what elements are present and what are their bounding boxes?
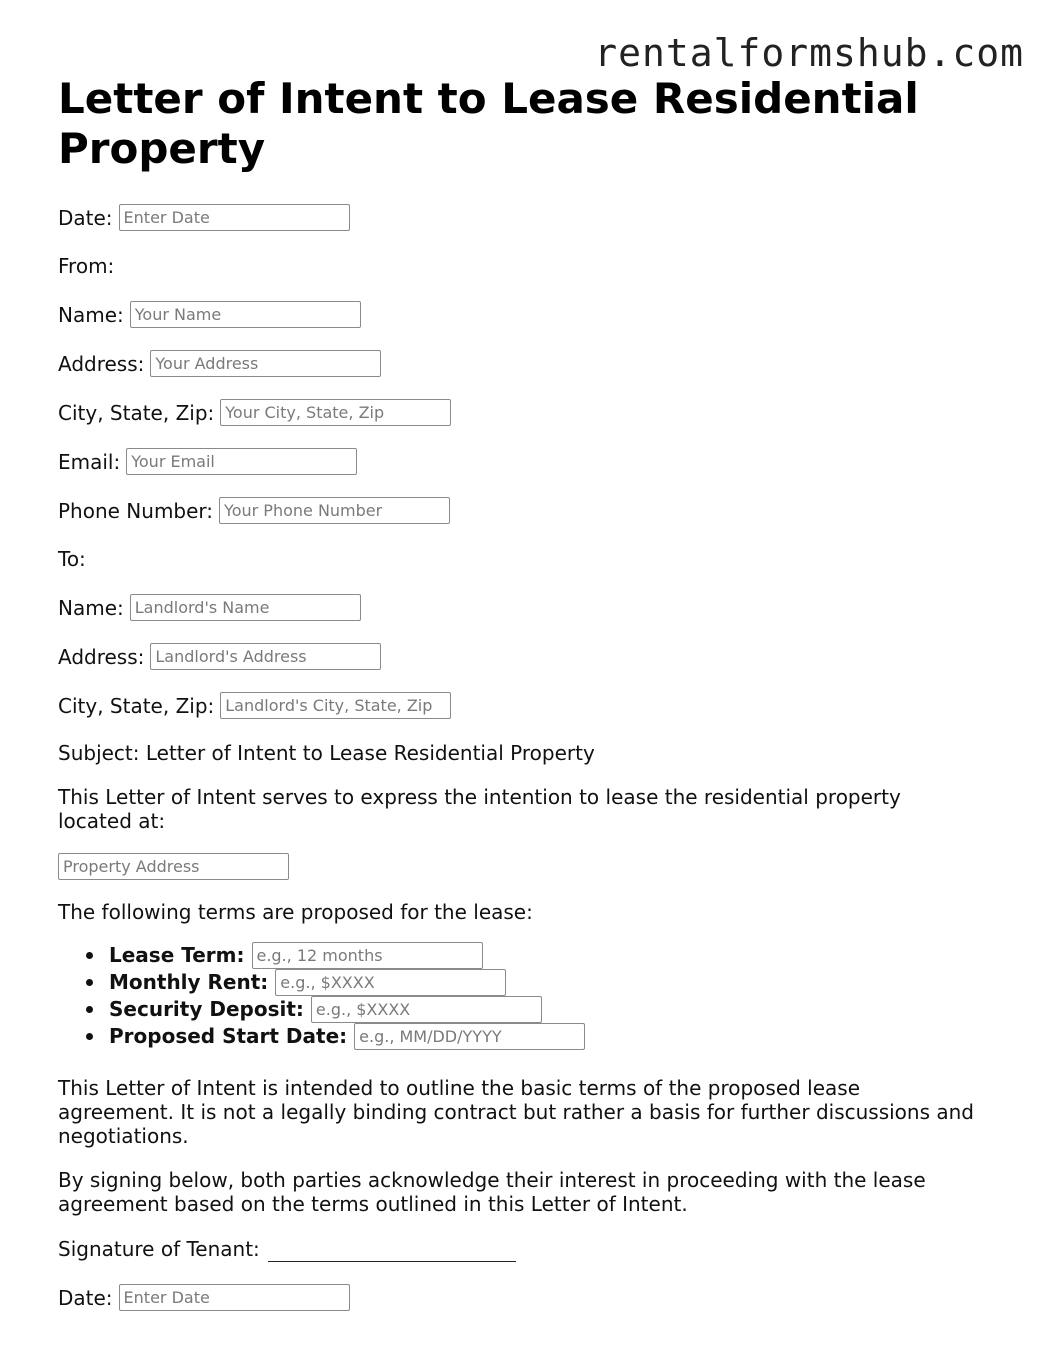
from-address-label: Address:: [58, 351, 145, 376]
sign-date-input[interactable]: [119, 1284, 350, 1311]
page-title: Letter of Intent to Lease Residential Property: [58, 74, 919, 173]
subject-line: Subject: Letter of Intent to Lease Residential Property: [58, 741, 595, 765]
disclaimer-paragraph: This Letter of Intent is intended to outline the basic terms of the proposed lease agreement. It is not a legally binding contract but rather a basis for further discussions and negotiations.: [58, 1076, 974, 1148]
term-security-deposit: [86, 996, 978, 1023]
property-address-input[interactable]: [58, 853, 289, 880]
from-city-label: City, State, Zip:: [58, 400, 215, 425]
from-phone-row: [58, 497, 978, 524]
bullet-icon: [86, 1006, 93, 1013]
security-deposit-input[interactable]: [311, 996, 542, 1023]
to-city-label: City, State, Zip:: [58, 693, 215, 718]
property-row: [58, 853, 978, 880]
term-lease-term: [86, 942, 978, 969]
date-label: Date:: [58, 205, 113, 230]
start-date-input[interactable]: [354, 1023, 585, 1050]
from-name-label: Name:: [58, 302, 124, 327]
site-watermark: rentalformshub.com: [594, 31, 1024, 75]
from-email-input[interactable]: [126, 448, 357, 475]
term-label: Lease Term:: [109, 943, 245, 967]
to-address-row: [58, 643, 978, 670]
from-phone-input[interactable]: [219, 497, 450, 524]
from-address-input[interactable]: [150, 350, 381, 377]
to-city-input[interactable]: [220, 692, 451, 719]
signature-row: [58, 1236, 978, 1262]
date-input[interactable]: [119, 204, 350, 231]
term-monthly-rent: [86, 969, 978, 996]
to-heading: To:: [58, 547, 86, 571]
from-email-label: Email:: [58, 449, 121, 474]
bullet-icon: [86, 979, 93, 986]
date-row: [58, 204, 978, 231]
signature-line[interactable]: [268, 1241, 516, 1262]
term-label: Security Deposit:: [109, 997, 304, 1021]
from-phone-label: Phone Number:: [58, 498, 214, 523]
monthly-rent-input[interactable]: [275, 969, 506, 996]
from-email-row: [58, 448, 978, 475]
to-name-label: Name:: [58, 595, 124, 620]
to-name-row: [58, 594, 978, 621]
to-name-input[interactable]: [130, 594, 361, 621]
bullet-icon: [86, 952, 93, 959]
sign-date-row: [58, 1284, 978, 1311]
terms-list: [58, 942, 978, 1050]
terms-intro: The following terms are proposed for the lease:: [58, 900, 533, 924]
intro-paragraph: This Letter of Intent serves to express the intention to lease the residential property located at:: [58, 785, 901, 833]
from-heading: From:: [58, 254, 115, 278]
from-name-input[interactable]: [130, 301, 361, 328]
acknowledgement-paragraph: By signing below, both parties acknowledge their interest in proceeding with the lease agreement based on the terms outlined in this Letter of Intent.: [58, 1168, 926, 1216]
term-label: Monthly Rent:: [109, 970, 269, 994]
term-start-date: [86, 1023, 978, 1050]
signature-label: Signature of Tenant:: [58, 1237, 260, 1261]
term-label: Proposed Start Date:: [109, 1024, 348, 1048]
to-city-row: [58, 692, 978, 719]
to-address-label: Address:: [58, 644, 145, 669]
bullet-icon: [86, 1033, 93, 1040]
from-name-row: [58, 301, 978, 328]
lease-term-input[interactable]: [252, 942, 483, 969]
from-address-row: [58, 350, 978, 377]
from-city-input[interactable]: [220, 399, 451, 426]
to-address-input[interactable]: [150, 643, 381, 670]
letter-form: [58, 74, 978, 1333]
sign-date-label: Date:: [58, 1285, 113, 1310]
from-city-row: [58, 399, 978, 426]
